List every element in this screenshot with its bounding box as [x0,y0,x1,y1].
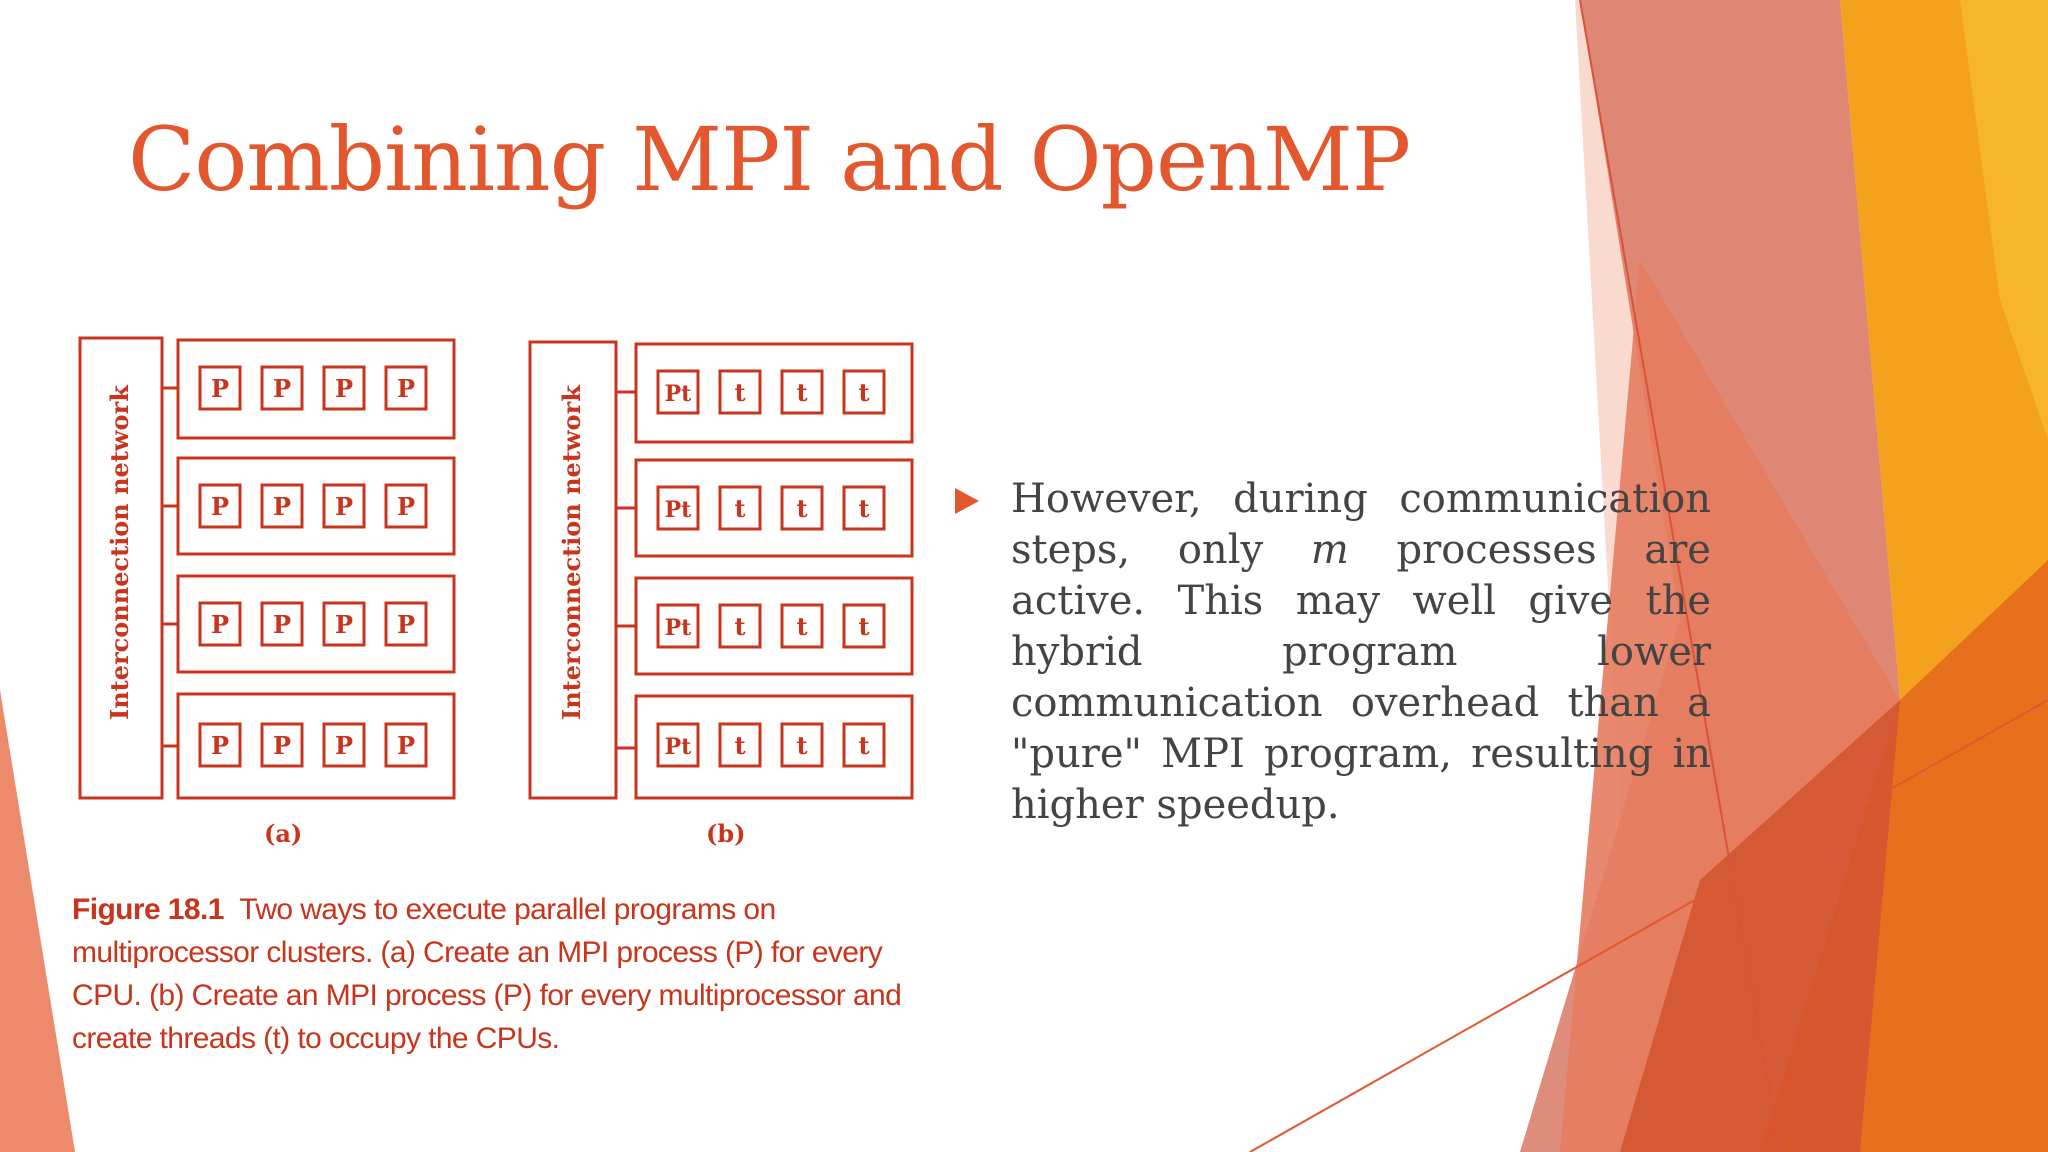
panel-b-cell-label: t [796,731,808,760]
panel-b-cell-label: t [858,731,870,760]
panel-a-cell-label: P [272,492,292,521]
panel-a-cell-label: P [210,731,230,760]
panel-b-network-label: Interconnection network [557,385,586,720]
panel-b-cell-label: t [796,612,808,641]
panel-b-cell-label: Pt [664,734,692,760]
figure-caption-label: Figure 18.1 [72,893,224,926]
panel-a-sub-label: (a) [264,819,303,848]
panel-a-cell-label: P [396,610,416,639]
panel-a-cell-label: P [334,374,354,403]
panel-b-cells [658,371,884,766]
bullet-text-italic-m: m [1310,527,1349,573]
slide-title: Combining MPI and OpenMP [128,108,1411,211]
panel-a-network-label: Interconnection network [105,385,134,720]
panel-b-cell-label: t [796,494,808,523]
panel-b-cell-label: t [858,494,870,523]
left-facet-salmon [0,690,75,1152]
figure-caption-text: Two ways to execute parallel programs on multiprocessor clusters. (a) Create an MPI process (P) for every CPU. (b) Create an MPI process (P) for every multiprocessor and create threads (t) to occupy the CPUs. [72,893,902,1055]
panel-b-cell-label: t [734,731,746,760]
panel-b-cell-label: Pt [664,497,692,523]
bullet-text-end: processes are active. This may well give the hybrid program lower communication overhead than a "pure" MPI program, resulting in higher speedup. [1011,527,1711,828]
triangle-right-icon [955,488,979,514]
figure-caption [72,888,932,1060]
bullet-text [1011,474,1711,831]
panel-a-cell-label: P [396,492,416,521]
panel-a-cell-label: P [272,374,292,403]
panel-a-cell-label: P [210,374,230,403]
panel-a-cell-label: P [396,374,416,403]
panel-b-cell-label: Pt [664,615,692,641]
panel-b-cell-label: t [734,494,746,523]
panel-a-cell-label: P [334,492,354,521]
panel-a-cell-label: P [210,610,230,639]
panel-a-cell-label: P [272,731,292,760]
panel-a-cell-label: P [210,492,230,521]
panel-a-cell-label: P [396,731,416,760]
panel-a-cells [200,367,426,766]
panel-b-cell-label: t [734,378,746,407]
panel-a-cell-label: P [272,610,292,639]
figure-18-1 [70,330,950,890]
panel-b-sub-label: (b) [706,819,746,848]
panel-b-cell-label: t [858,378,870,407]
panel-b-cell-label: t [796,378,808,407]
panel-b-cell-label: t [858,612,870,641]
bullet-text-start: However, during communication steps, only [1011,476,1711,573]
panel-a-cell-label: P [334,610,354,639]
panel-b-cell-label: Pt [664,381,692,407]
panel-b-cell-label: t [734,612,746,641]
panel-a-cell-label: P [334,731,354,760]
